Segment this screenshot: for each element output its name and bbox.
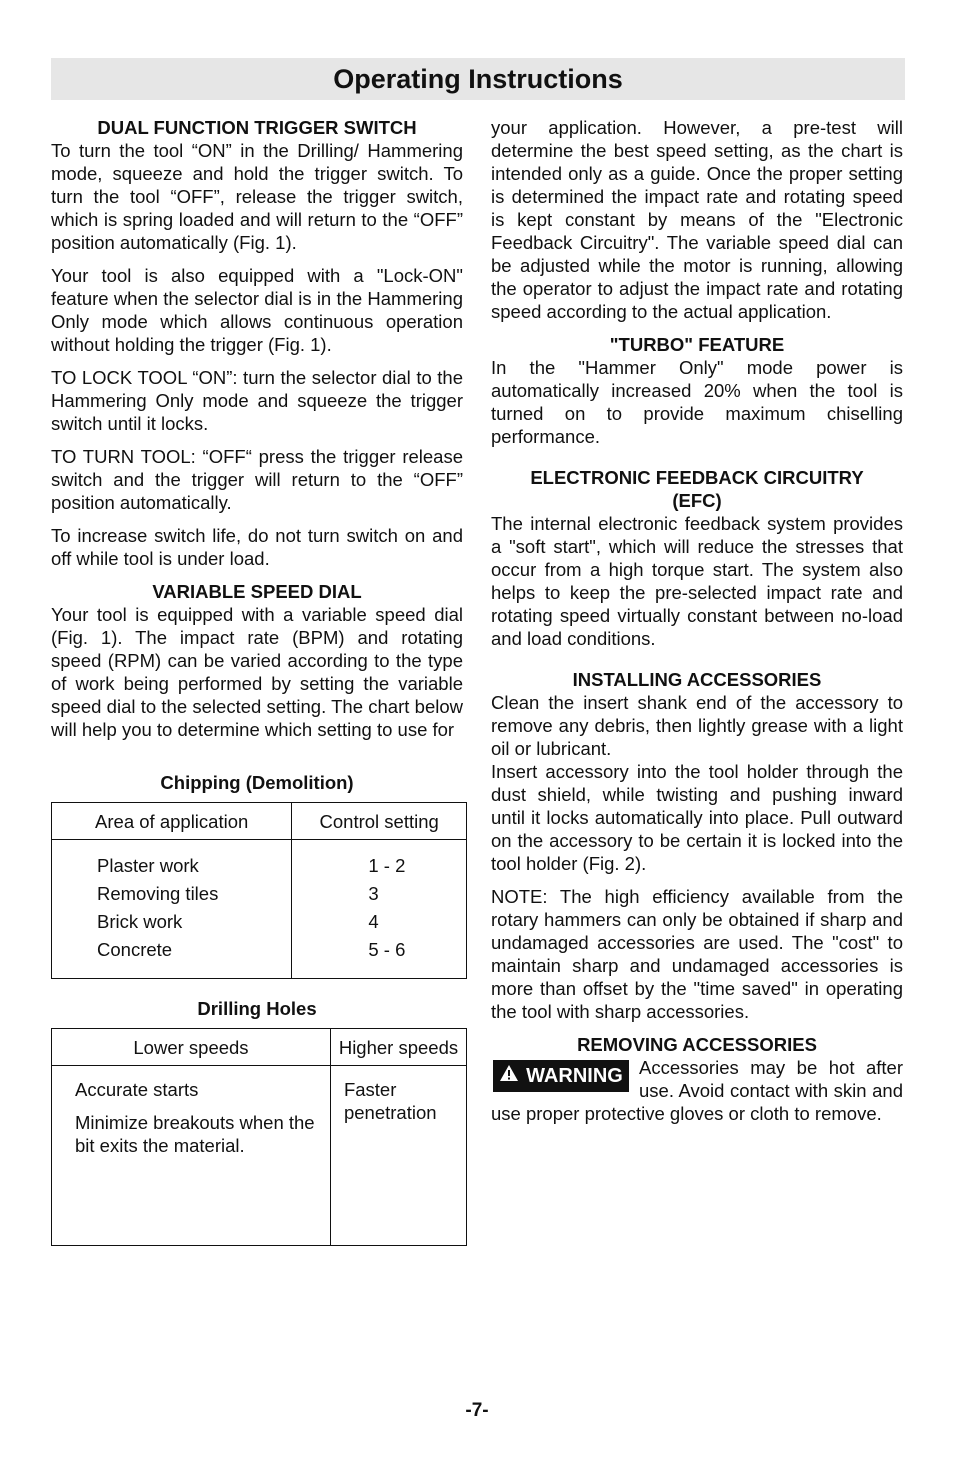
drilling-table <box>51 1028 467 1246</box>
efc-paragraph: The internal electronic feedback system provides a "soft start", which will reduce the stresses that occur from a high torque start. The system also helps to keep the pre-selected impact rate and rotating speed virtually constant between no-load and load conditions. <box>491 513 903 649</box>
variable-speed-continuation: your application. However, a pre-test will determine the best speed setting, as the chart is intended only as a guide. Once the proper setting is determined the impact rate and rotating speed is kept constant by means of the "Electronic Feedback Circuitry". The variable speed dial can be adjusted while the motor is running, allowing the operator to adjust the impact rate and rotating speed according to the actual application. <box>491 117 903 322</box>
chipping-table-title: Chipping (Demolition) <box>160 772 354 793</box>
page-title-bar <box>51 58 905 100</box>
chipping-setting-cell: 1 - 2 <box>368 855 406 876</box>
warning-badge <box>493 1060 629 1092</box>
warning-block <box>491 1056 903 1125</box>
page-number: -7- <box>465 1400 489 1421</box>
trigger-paragraph-4: TO TURN TOOL: “OFF“ press the trigger release switch and the trigger will return to the “OFF” position automatically. <box>51 446 463 513</box>
trigger-paragraph-2: Your tool is also equipped with a "Lock-ON" feature when the selector dial is in the Hammering Only mode which allows continuous operation without holding the trigger (Fig. 1). <box>51 265 463 355</box>
trigger-switch-heading: DUAL FUNCTION TRIGGER SWITCH <box>97 117 417 138</box>
drilling-header-lower: Lower speeds <box>52 1029 331 1066</box>
trigger-paragraph-5: To increase switch life, do not turn switch on and off while tool is under load. <box>51 525 463 569</box>
drilling-header-higher: Higher speeds <box>330 1029 466 1066</box>
variable-speed-paragraph: Your tool is equipped with a variable speed dial (Fig. 1). The impact rate (BPM) and rotating speed (RPM) can be varied according to the type of work being performed by setting the variable speed dial to the selected setting. The chart below will help you to determine which setting to use for <box>51 604 463 740</box>
right-column <box>491 116 903 1125</box>
removing-accessories-heading: REMOVING ACCESSORIES <box>577 1034 817 1055</box>
chipping-setting-cell: 3 <box>368 883 379 904</box>
turbo-heading: "TURBO" FEATURE <box>609 334 785 355</box>
chipping-table <box>51 802 467 979</box>
chipping-area-cell: Removing tiles <box>97 883 219 904</box>
chipping-setting-cell: 4 <box>368 911 379 932</box>
installing-accessories-heading: INSTALLING ACCESSORIES <box>572 669 822 690</box>
turbo-paragraph: In the "Hammer Only" mode power is automatically increased 20% when the tool is turned on to provide maximum chiselling performance. <box>491 357 903 447</box>
chipping-area-cell: Concrete <box>97 939 173 960</box>
chipping-header-setting: Control setting <box>292 803 467 840</box>
left-column <box>51 116 463 1246</box>
chipping-setting-cell: 5 - 6 <box>368 939 406 960</box>
drilling-lower-item-1: Accurate starts <box>75 1079 199 1100</box>
warning-triangle-icon <box>499 1064 519 1088</box>
removing-paragraph: Accessories may be hot after use. Avoid contact with skin and use proper protective gloves or cloth to remove. <box>491 1057 903 1124</box>
chipping-area-cell: Brick work <box>97 911 183 932</box>
variable-speed-heading: VARIABLE SPEED DIAL <box>152 581 362 602</box>
page-title: Operating Instructions <box>333 63 623 94</box>
trigger-paragraph-3: TO LOCK TOOL “ON”: turn the selector dial to the Hammering Only mode and squeeze the trigger switch until it locks. <box>51 367 463 434</box>
trigger-paragraph-1: To turn the tool “ON” in the Drilling/ Hammering mode, squeeze and hold the trigger switch. To turn the tool “OFF”, release the trigger switch, which is spring loaded and will return to the “OFF” position automatically (Fig. 1). <box>51 140 463 253</box>
efc-heading-line-1: ELECTRONIC FEEDBACK CIRCUITRY <box>530 467 864 488</box>
drilling-higher-item-1: Faster penetration <box>343 1079 437 1123</box>
warning-label: WARNING <box>526 1064 623 1087</box>
chipping-area-cell: Plaster work <box>97 855 199 876</box>
drilling-lower-item-2: Minimize breakouts when the bit exits the material. <box>75 1112 315 1156</box>
efc-heading-line-2: (EFC) <box>672 490 722 511</box>
drilling-table-title: Drilling Holes <box>197 998 317 1019</box>
chipping-header-area: Area of application <box>52 803 292 840</box>
installing-note: NOTE: The high efficiency available from the rotary hammers can only be obtained if sharp and undamaged accessories are used. The "cost" to maintain sharp and undamaged accessories is more than offset by the "time saved" in operating the tool with sharp accessories. <box>491 886 903 1022</box>
efc-heading <box>491 466 903 512</box>
installing-paragraph-1: Clean the insert shank end of the accessory to remove any debris, then lightly grease with a light oil or lubricant. <box>491 692 903 759</box>
installing-paragraph-2: Insert accessory into the tool holder through the dust shield, while twisting and pushing inward until it locks automatically into place. Pull outward on the accessory to be certain it is locked into the tool holder (Fig. 2). <box>491 761 903 874</box>
